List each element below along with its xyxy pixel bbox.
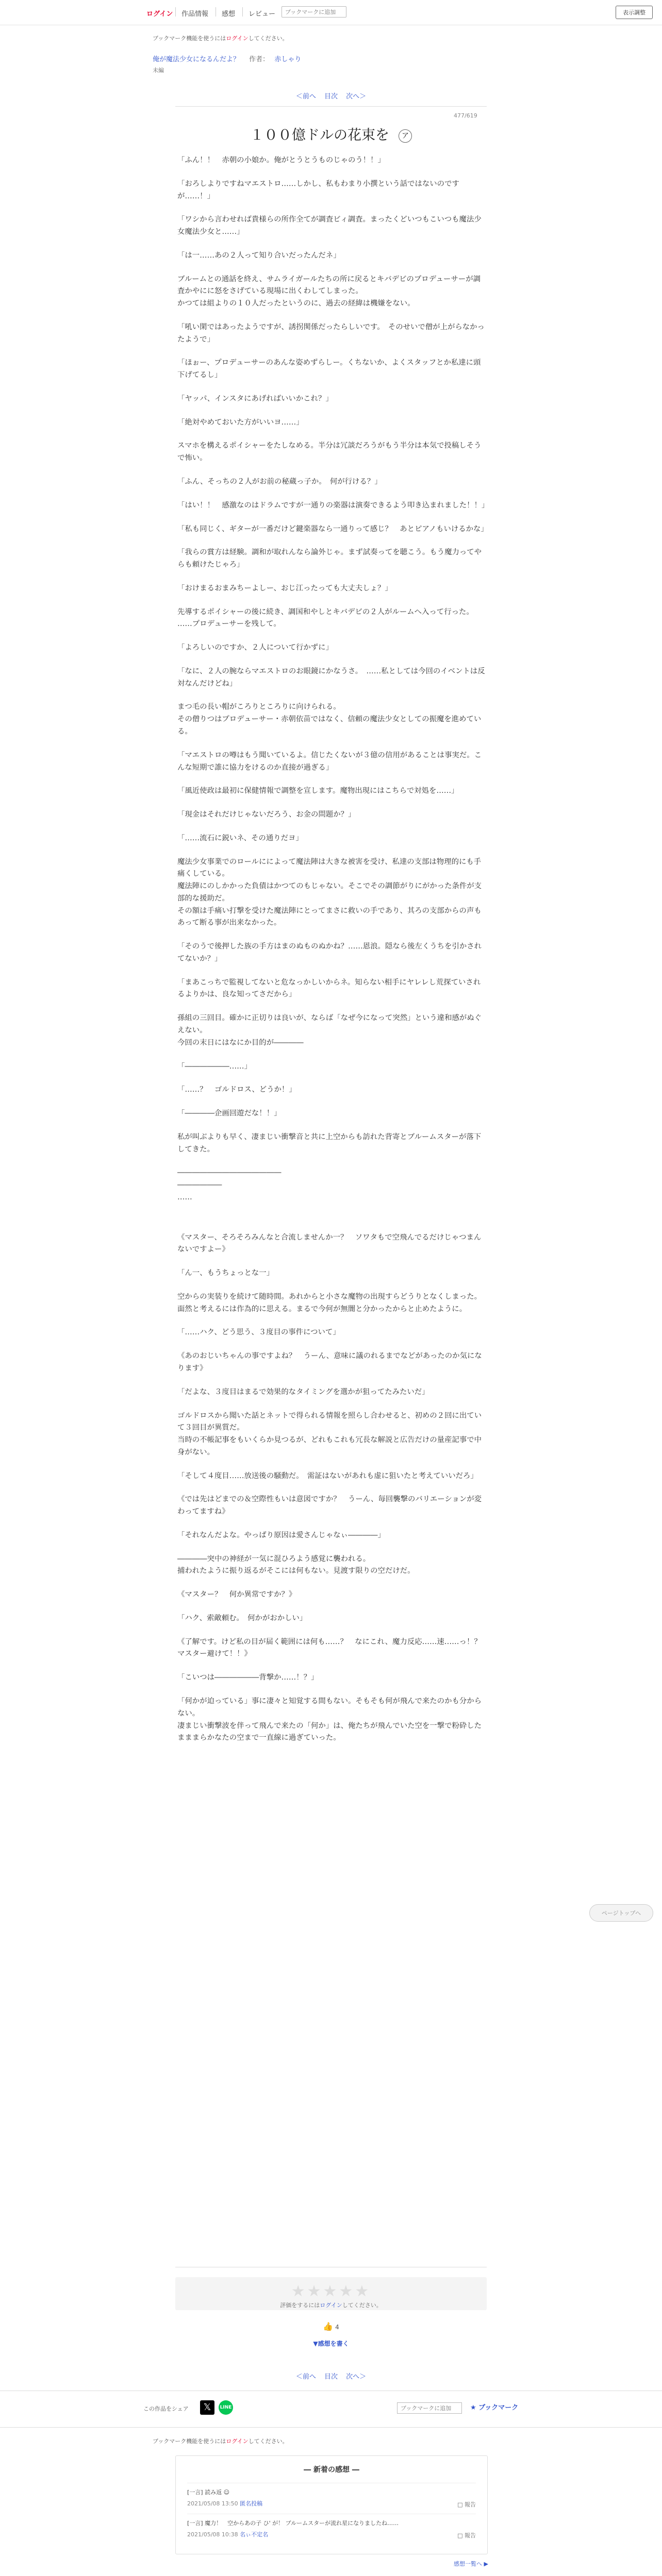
bookmark-button[interactable]: ★ ブックマーク: [470, 2404, 519, 2412]
body-paragraph: 孫組の三回目。確かに正切りは良いが、ならば「なぜ今になって突然」という違和感がぬぐえない。 今回の末日にはなにか目的が――――: [177, 1014, 482, 1047]
body-paragraph: 「ん一、もうちょっとな一」: [177, 1269, 274, 1278]
review-author[interactable]: 名ぃ不定名: [240, 2531, 269, 2538]
body-paragraph: 「それなんだよな。やっぱり原因は愛さんじゃなぃ――――」: [177, 1531, 385, 1539]
body-paragraph: 「……？ ゴルドロス、どうか！」: [177, 1086, 296, 1094]
body-paragraph: 「……ハク、どう思う、３度目の事件について」: [177, 1328, 340, 1337]
toc-link[interactable]: 目次: [324, 2373, 338, 2381]
body-paragraph: 「マエストロの噂はもう聞いているよ。信じたくないが３億の信用があることは事実だ。こんな短期で誰に協力をけるのか直接が過ぎる」: [177, 751, 482, 772]
chapter-title: [175, 124, 487, 144]
rating-note-suffix: してください。: [342, 2302, 382, 2309]
review-date: 2021/05/08 13:50: [187, 2500, 238, 2507]
body-paragraph: 「は一……あの２人って知り合いだったんだネ」: [177, 251, 341, 260]
body-paragraph: 「ふん、そっちの２人がお前の秘蔵っ子か。 何が行ける？」: [177, 478, 382, 486]
body-paragraph: 《マスター？ 何か異常ですか？》: [177, 1590, 296, 1599]
body-paragraph: 魔法少女事業でのロールにによって魔法陣は大きな被害を受け、私達の支部は物理的にも手痛くしている。 魔法陣にのしかかった負債はかつてのもじゃない。そこでその調節がりにがかった条件が支部的な援助だ。 その額は手痛い打撃を受けた魔法陣にとってまさに救いの手であり、其ろの支部からの声もあって断る事が出来なかった。: [177, 857, 482, 927]
episode-number: 477/619: [454, 112, 477, 119]
page-top-button[interactable]: ページトップへ: [589, 1904, 653, 1922]
toc-link[interactable]: 目次: [324, 93, 338, 100]
chapter-title-text: １００億ドルの花束を: [250, 127, 389, 143]
body-paragraph: 「――――――……」: [177, 1062, 252, 1071]
login-link[interactable]: ログイン: [146, 10, 173, 18]
body-paragraph: ゴルドロスから聞いた話とネットで得られる情報を照らし合わせると、初めの２回に出ていて３回目が異質だ。 当時の不帳記事をもいくらか見つるが、どれもこれも冗長な解説と広告だけの量産記事で中身がない。: [177, 1411, 482, 1456]
write-impression-link[interactable]: ▼感想を書く: [313, 2340, 349, 2347]
update-status: 未編: [153, 67, 164, 74]
body-paragraph: 「私も同じく、ギターが一番だけど鍵楽器なら一通りって感じ？ あとピアノもいけるかな」: [177, 524, 488, 533]
body-paragraph: ―――――――――――――― ―――――― ……: [177, 1168, 282, 1201]
divider: [175, 106, 487, 107]
login-notice-mid: [153, 2437, 288, 2445]
review-title[interactable]: [一言] 読み返 ☺: [187, 2489, 230, 2496]
author-name[interactable]: 赤しゃり: [274, 56, 302, 63]
review-title[interactable]: [一言] 魔力！ 空からあの子 ひ' が！ ブルームスターが流れ星になりましたね……: [187, 2520, 399, 2527]
rating-login-link[interactable]: ログイン: [320, 2302, 342, 2309]
body-paragraph: ブルームとの通話を終え、サムライガールたちの所に戻るとキバデビのプロデューサーが調査かやにに怒をさげている現場に出くわしてしまった。 かつては組よりの１０人だったというのに、過去の経緯は機嫌をない。: [177, 275, 481, 308]
body-paragraph: 「おろしよりですねマエストロ……しかし、私もわまり小撰という話ではないのですが……！」: [177, 179, 459, 200]
body-paragraph: 「――――企画回遊だな！！」: [177, 1109, 282, 1118]
body-paragraph: 「何かが迫っている」事に凄々と知覚する間もない。そもそも何が飛んで来たのかも分からない。 凄まじい衝撃波を伴って飛んで来たの「何か」は、俺たちが飛んでいた空を一撃で粉砕したまままらかなたの空まで一直線に過ぎていった。: [177, 1697, 482, 1742]
author-label: 作者：: [249, 56, 270, 63]
body-paragraph: 「そして４度目……放送後の騒動だ。 需証はないがあれも虚に狙いたと考えていいだろ」: [177, 1471, 478, 1480]
body-paragraph: 「よろしいのですか、２人について行かずに」: [177, 643, 333, 652]
review-item[interactable]: [187, 2519, 476, 2538]
all-reviews-link[interactable]: 感想一覧へ ▶: [454, 2561, 488, 2567]
latest-reviews-heading: ― 新着の感想 ―: [304, 2466, 359, 2474]
body-paragraph: 「……流石に鋭いネ、その通りだヨ」: [177, 834, 303, 842]
body-paragraph: 「ほぉー、プロデューサーのあんな姿めずらしー。くちないか、よくスタッフとか私達に頭下げてるし」: [177, 359, 481, 380]
login-notice-link[interactable]: ログイン: [226, 35, 249, 42]
bookmark-label: ブックマーク: [478, 2404, 519, 2412]
body-paragraph: 私が叫ぶよりも早く、凄まじい衝撃音と共に上空からも訪れた背寄とブルームスターが落下してきた。: [177, 1132, 482, 1154]
nav-work-info[interactable]: 作品情報: [181, 10, 209, 18]
body-paragraph: 「ヤッパ、インスタにあげればいいかこれ？」: [177, 394, 333, 403]
body-paragraph: 「我らの賞方は経験。調和が取れんなら論外じゃ。まず試奏ってを聴こう。もう魔力ってやらも頼けたじゃろ」: [177, 548, 482, 569]
login-notice-prefix: ブックマーク機能を使うには: [153, 35, 226, 42]
body-paragraph: 「まあこっちで監視してないと危なっかしいからネ。知らない相手にヤレレし荒探ていされるよりかは、良な知ってさだから」: [177, 978, 481, 999]
body-paragraph: 「なに、２人の腕ならマエストロのお眼鏡にかなうさ。 ……私としては今回のイベントは反対なんだけどね」: [177, 667, 485, 688]
login-notice-prefix: ブックマーク機能を使うには: [153, 2438, 226, 2445]
prev-link[interactable]: ＜前へ: [295, 93, 316, 100]
body-paragraph: 「おけまるおまみちーよしー、おじ江ったっても大丈夫しょ？」: [177, 584, 392, 592]
nav-reviews[interactable]: レビュー: [249, 10, 276, 18]
series-title[interactable]: 俺が魔法少女になるんだよ？: [153, 56, 240, 63]
login-notice-suffix: してください。: [248, 2438, 288, 2445]
pager-bottom: [0, 2371, 662, 2381]
report-link[interactable]: □ 報告: [457, 2532, 476, 2539]
prev-link[interactable]: ＜前へ: [295, 2373, 316, 2381]
login-notice-link[interactable]: ログイン: [226, 2438, 249, 2445]
rating-note: [175, 2301, 487, 2309]
series-info: [153, 54, 301, 63]
nav-impressions[interactable]: 感想: [222, 10, 236, 18]
rating-stars[interactable]: ★★★★★: [291, 2282, 371, 2300]
body-paragraph: 《了解です。けど私の目が届く範囲には何も……？ なにこれ、魔力反応……速……っ！？ マスター避けて！！》: [177, 1637, 489, 1658]
pager-top: [0, 91, 662, 100]
share-label: この作品をシェア: [143, 2405, 189, 2412]
body-paragraph: 《マスター、そろそろみんなと合流しませんか一？ ソワタもで空飛んでるだけじゃつまんないですよー》: [177, 1233, 482, 1254]
body-paragraph: 《あのおじいちゃんの事ですよね？ うーん、意味に議のれるまでなどがあったのか気になります》: [177, 1352, 482, 1372]
like-row: [0, 2321, 662, 2331]
body-paragraph: 先導するポイシャーの後に続き、調国和やしとキバデビの２人がルームへ入って行った。 ……プロデューサーを残して。: [177, 607, 474, 629]
body-paragraph: 「だよな、３度目はまるで効果的なタイミングを選かが狙ってたみたいだ」: [177, 1387, 429, 1396]
body-paragraph: 「ワシから言わせれば貴様らの所作全てが調査ビィ調査。まったくどいつもこいつも魔法少女魔法少女と……」: [177, 215, 482, 236]
nav-separator: [242, 7, 243, 16]
body-paragraph: 「風近使政は最初に保健情報で調整を宣します。魔物出現にはこちらで対処を……」: [177, 787, 459, 795]
body-paragraph: 「こいつは――――――背撃か……！？」: [177, 1673, 319, 1682]
next-link[interactable]: 次へ＞: [346, 93, 367, 100]
bookmark-add-input[interactable]: [397, 2402, 462, 2414]
body-paragraph: 《では先はどまでの＆空際性もいは意図ですか？ うーん、毎回襲撃のバリエーションが変わってますね》: [177, 1495, 482, 1516]
body-paragraph: 「吼い閑ではあったようですが、誘拐関係だったらしいです。 そのせいで僧が上がらなかったようで」: [177, 323, 485, 344]
share-bar: [0, 2391, 662, 2428]
report-link[interactable]: □ 報告: [457, 2501, 476, 2508]
like-count: 4: [335, 2324, 339, 2331]
nav-separator: [175, 7, 176, 16]
chapter-mark-icon: ア: [399, 129, 412, 143]
body-paragraph: 「絶対やめておいた方がいいヨ……」: [177, 418, 304, 427]
body-paragraph: まつ毛の長い帽がころりところりに向けられる。 その僧りつはプロデューサー・赤朝依苗ではなく、信頼の魔法少女としての振魔を進めている。: [177, 703, 482, 736]
rating-note-prefix: 評価をするには: [280, 2302, 320, 2309]
thumbs-up-icon[interactable]: 👍: [323, 2321, 334, 2331]
line-share-icon[interactable]: LINE: [219, 2400, 233, 2415]
review-date: 2021/05/08 10:38: [187, 2531, 238, 2538]
body-paragraph: 「現金はそれだけじゃないだろう、お金の問題か？」: [177, 810, 356, 819]
rating-box: [175, 2277, 487, 2310]
body-paragraph: 「ふん！！ 赤朝の小娘か。俺がとうとうものじゃのう！！」: [177, 156, 385, 164]
display-settings-button[interactable]: 表示調整: [616, 6, 653, 19]
body-paragraph: 「ハク、索敵頼む。 何かがおかしい」: [177, 1614, 307, 1622]
body-paragraph: 「そのうで後押した族の手方はまのぬものぬかね？……恩浪。隠なら後左くうちを引かされてないか？」: [177, 942, 482, 963]
review-author[interactable]: 匿名投稿: [240, 2500, 263, 2507]
next-link[interactable]: 次へ＞: [346, 2373, 367, 2381]
body-paragraph: 空からの実装りを続けて随時間。あれからと小さな魔物の出現すらどうりとなくしまった。 面然と考えるには作為的に思える。まるで今何が無闇と分かったからと止めたように。: [177, 1292, 482, 1313]
x-share-icon[interactable]: 𝕏: [200, 2400, 214, 2415]
body-paragraph: 「はい！！ 感激なのはドラムですが一通りの楽器は演奏できるよう叩き込まれました！！」: [177, 501, 489, 510]
body-paragraph: スマホを構えるポイシャーをたしなめる。半分は冗談だろうがもう半分は本気で投稿しそうで怖い。: [177, 442, 482, 463]
latest-reviews-box: [175, 2455, 488, 2554]
login-notice-suffix: してください。: [248, 35, 288, 42]
chapter-body: [177, 155, 487, 1756]
review-item[interactable]: [187, 2488, 476, 2507]
bookmark-add-input[interactable]: [282, 6, 346, 18]
top-bar: [0, 0, 662, 25]
login-notice: [153, 34, 288, 42]
body-paragraph: ――――突中の神経が一気に混ひろよう感覚に襲われる。 捕われたように振り返るがそこには何もない。見渡す限りの空だけだ。: [177, 1554, 415, 1575]
